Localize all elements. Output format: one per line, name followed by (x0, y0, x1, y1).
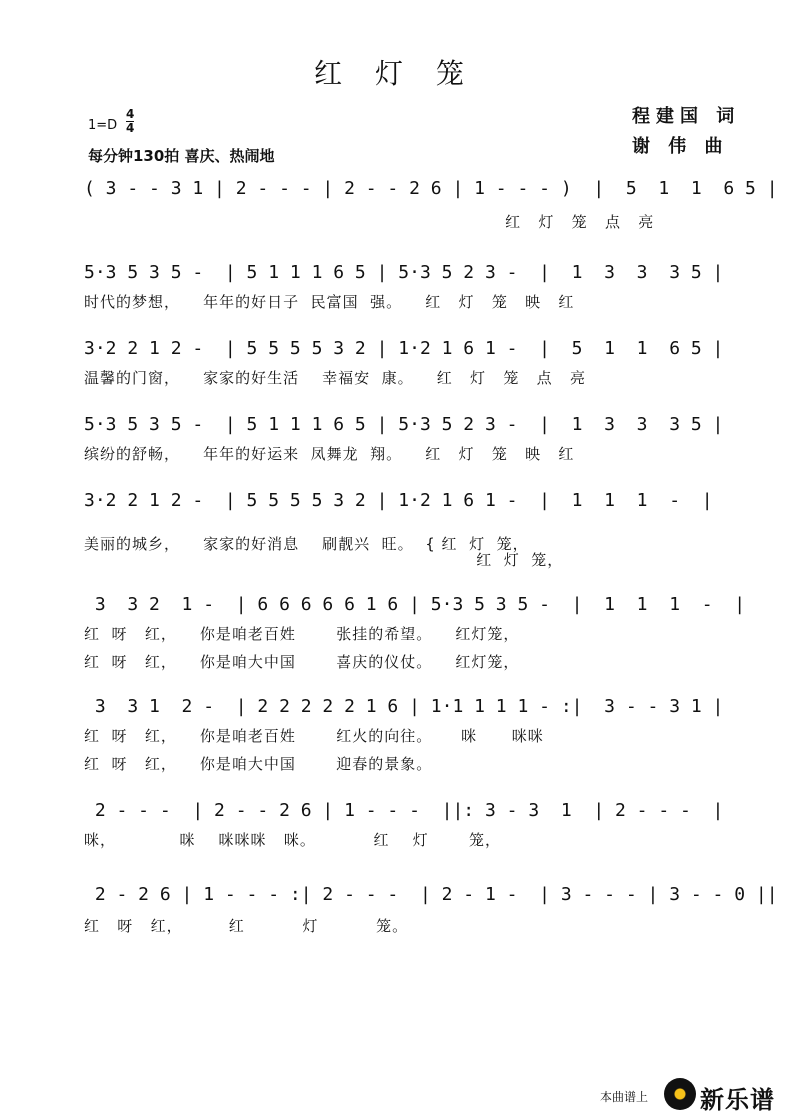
notation-line: 3 3 1 2 - | 2 2 2 2 2 1 6 | 1·1 1 1 1 - :| 3 - - 3 1 | (84, 696, 724, 717)
lyric-line: 红 灯 笼 点 亮 (84, 213, 655, 231)
notation-line: 5·3 5 3 5 - | 5 1 1 1 6 5 | 5·3 5 2 3 - | 1 3 3 3 5 | (84, 262, 724, 283)
notation-line: 3 3 2 1 - | 6 6 6 6 6 1 6 | 5·3 5 3 5 - | 1 1 1 - | (84, 594, 746, 615)
lyricist-credit: 程建国 词 (632, 106, 741, 127)
lyric-line: 红 灯 笼， (84, 551, 564, 569)
lyric-line: 红 呀 红， 你是咱老百姓 张挂的希望。 红灯笼， (84, 625, 520, 643)
notation-line: 2 - - - | 2 - - 2 6 | 1 - - - ||: 3 - 3 1 | 2 - - - | (84, 800, 724, 821)
lyric-line: 温馨的门窗， 家家的好生活 幸福安 康。 红 灯 笼 点 亮 (84, 369, 586, 387)
page-title: 红 灯 笼 (314, 57, 476, 90)
notation-line: ( 3 - - 3 1 | 2 - - - | 2 - - 2 6 | 1 - - - ) | 5 1 1 6 5 | (84, 178, 778, 199)
lyric-line: 红 呀 红， 红 灯 笼。 (84, 917, 409, 935)
composer-credit: 谢 伟 曲 (632, 136, 729, 157)
footer-text: 本曲谱上 (600, 1090, 649, 1104)
time-sig-top: 4 (126, 107, 135, 121)
notation-line: 3·2 2 1 2 - | 5 5 5 5 3 2 | 1·2 1 6 1 - | 1 1 1 - | (84, 490, 713, 511)
tempo-marking: 每分钟130拍 喜庆、热闹地 (88, 147, 275, 165)
lyric-line: 红 呀 红， 你是咱大中国 迎春的景象。 (84, 755, 433, 773)
lyric-line: 美丽的城乡， 家家的好消息 刷靓兴 旺。 { 红 灯 笼， (84, 535, 529, 553)
lyric-line: 缤纷的舒畅， 年年的好运来 凤舞龙 翔。 红 灯 笼 映 红 (84, 445, 575, 463)
lyric-line: 时代的梦想， 年年的好日子 民富国 强。 红 灯 笼 映 红 (84, 293, 575, 311)
brand-name: 新乐谱 (700, 1086, 775, 1114)
time-signature (126, 108, 134, 135)
key-signature: 1=D (88, 118, 118, 133)
notation-line: 3·2 2 1 2 - | 5 5 5 5 3 2 | 1·2 1 6 1 - | 5 1 1 6 5 | (84, 338, 724, 359)
lyric-line: 咪， 咪 咪咪咪 咪。 红 灯 笼， (84, 831, 501, 849)
notation-line: 5·3 5 3 5 - | 5 1 1 1 6 5 | 5·3 5 2 3 - | 1 3 3 3 5 | (84, 414, 724, 435)
lyric-line: 红 呀 红， 你是咱老百姓 红火的向往。 咪 咪咪 (84, 727, 544, 745)
brand-logo-icon (664, 1078, 696, 1110)
notation-line: 2 - 2 6 | 1 - - - :| 2 - - - | 2 - 1 - | 3 - - - | 3 - - 0 || (84, 884, 778, 905)
time-sig-bottom: 4 (126, 121, 135, 135)
lyric-line: 红 呀 红， 你是咱大中国 喜庆的仪仗。 红灯笼， (84, 653, 520, 671)
